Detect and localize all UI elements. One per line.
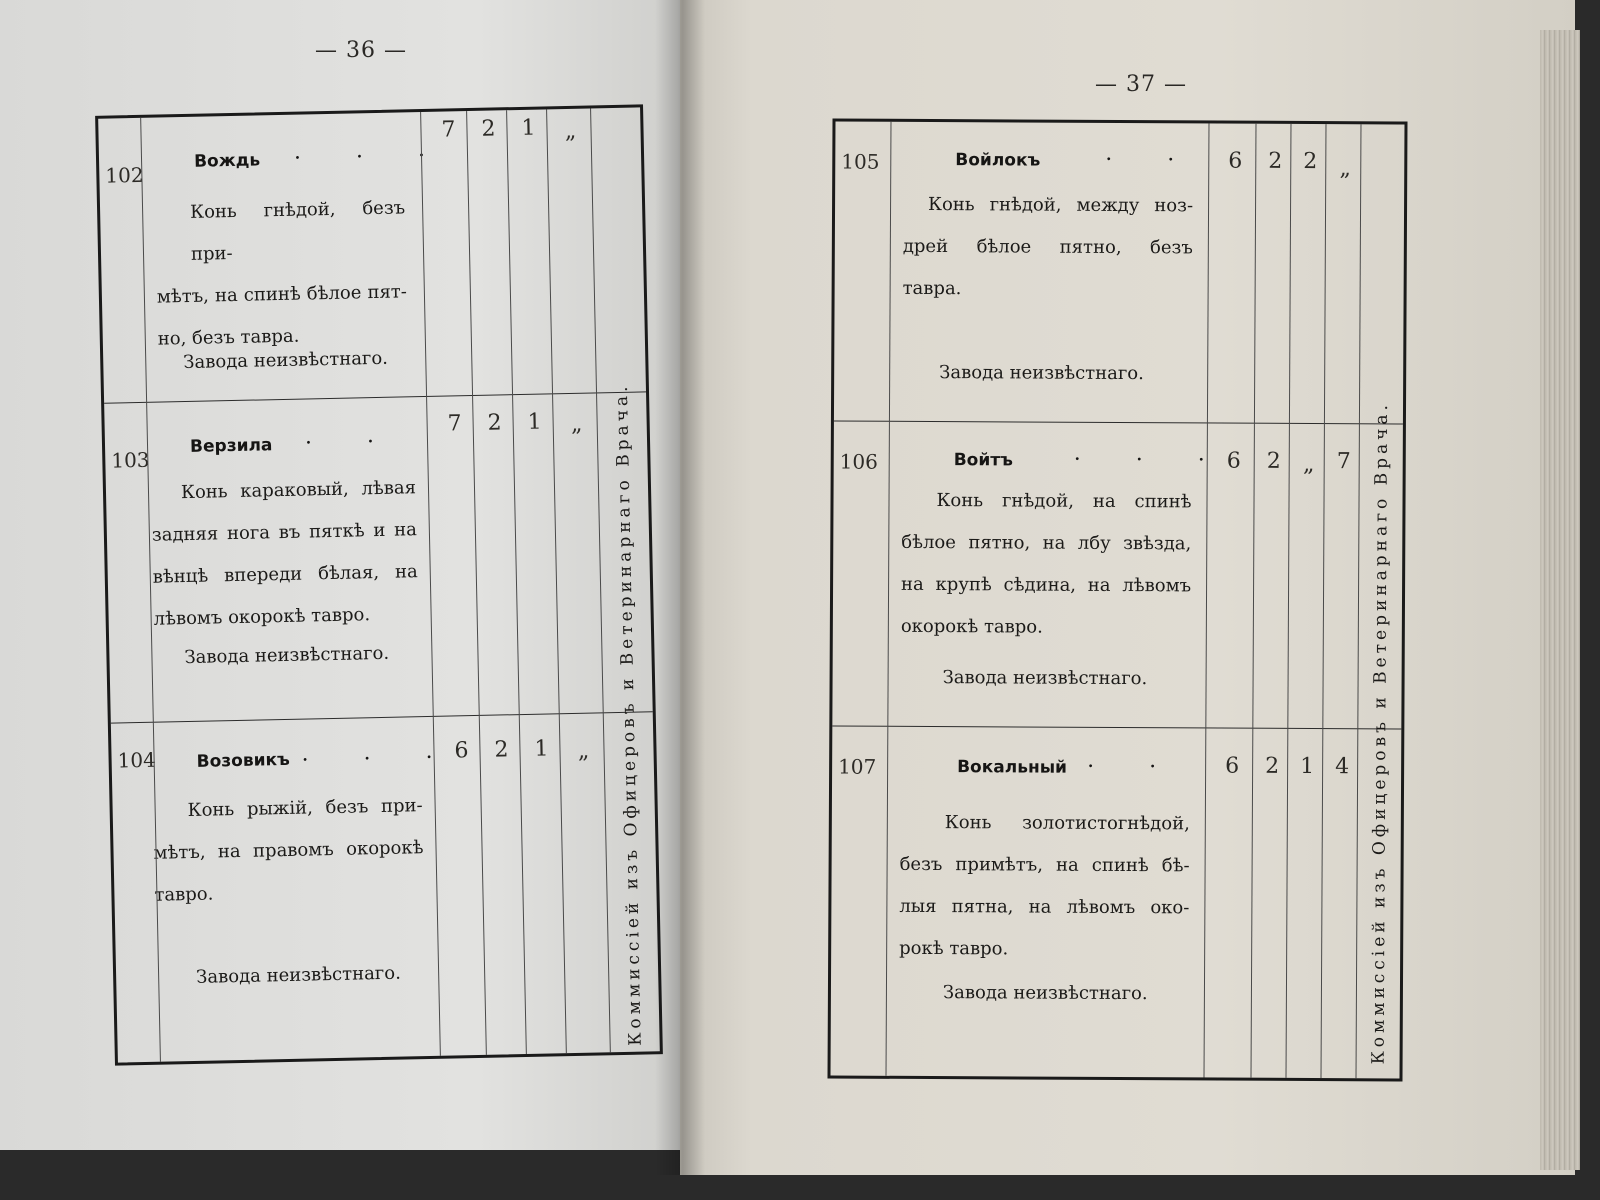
value-col-3: 1: [1300, 753, 1315, 780]
value-col-4: „: [577, 738, 590, 764]
value-col-1: 7: [447, 411, 462, 437]
vertical-commission-label: Коммиссіей изъ Офицеровъ и Ветеринарнаго Врача.: [611, 382, 646, 1046]
horse-description: Конь караковый, лѣвая задняя нога въ пяткѣ и на вѣнцѣ впереди бѣлая, на лѣвомъ окорокѣ тавро.: [151, 477, 418, 630]
stud-farm: Завода неизвѣстнаго.: [184, 642, 390, 669]
value-col-2: 2: [1265, 753, 1280, 779]
horse-name: Войлокъ: [955, 150, 1041, 171]
table-row: [834, 122, 1405, 425]
page-number: — 37 —: [1095, 72, 1187, 97]
entry-number: 104: [117, 747, 157, 773]
table-row: [104, 392, 653, 723]
leader-dots: . .: [304, 422, 399, 450]
stud-farm: Завода неизвѣстнаго.: [939, 362, 1144, 385]
value-col-4: 7: [1336, 449, 1351, 475]
value-col-2: 2: [1268, 148, 1283, 174]
value-col-4: „: [570, 411, 583, 437]
table-row: [98, 107, 646, 403]
value-col-2: 2: [494, 737, 509, 763]
page-edges: [1540, 30, 1580, 1170]
table-row: [832, 422, 1403, 730]
value-col-2: 2: [481, 116, 496, 142]
value-col-1: 6: [454, 738, 469, 764]
entry-number: 103: [111, 447, 150, 473]
value-col-4: „: [1339, 156, 1352, 182]
leader-dots: . .: [1087, 747, 1181, 774]
horse-name: Верзила: [189, 435, 273, 457]
value-col-1: 6: [1228, 148, 1243, 174]
table-row: [111, 712, 660, 1062]
right-page: [680, 0, 1575, 1175]
value-col-4: 4: [1335, 754, 1350, 780]
stud-farm: Завода неизвѣстнаго.: [183, 347, 389, 374]
value-col-1: 6: [1225, 753, 1240, 779]
horse-name: Войтъ: [953, 450, 1013, 471]
leader-dots: . .: [1105, 140, 1199, 167]
value-col-3: 1: [534, 736, 549, 762]
page-number: — 36 —: [315, 38, 407, 63]
horse-registry-table: [95, 104, 663, 1065]
left-page: [0, 0, 680, 1150]
horse-description: Конь гнѣдой, безъ при- мѣтъ, на спинѣ бѣлое пят- но, безъ тавра.: [156, 197, 408, 350]
horse-description: Конь рыжій, безъ при- мѣтъ, на правомъ окорокѣ тавро.: [153, 795, 424, 906]
value-col-3: „: [1302, 451, 1315, 478]
value-col-1: 7: [441, 117, 456, 143]
value-col-2: 2: [487, 410, 502, 436]
leader-dots: . . .: [293, 136, 450, 165]
horse-registry-table: [827, 119, 1407, 1082]
table-row: [831, 727, 1402, 1079]
entry-number: 105: [841, 149, 880, 174]
horse-name: Вокальный: [957, 757, 1068, 778]
stud-farm: Завода неизвѣстнаго.: [195, 962, 402, 988]
stud-farm: Завода неизвѣстнаго.: [942, 982, 1148, 1005]
horse-description: Конь гнѣдой, на спинѣ бѣлое пятно, на лбу звѣзда, на крупѣ сѣдина, на лѣвомъ окорокѣ тавро.: [900, 490, 1192, 638]
leader-dots: . . .: [301, 738, 457, 767]
entry-number: 107: [838, 754, 877, 779]
book-gutter: [655, 0, 705, 1175]
entry-number: 102: [105, 162, 144, 188]
horse-description: Конь гнѣдой, между ноз- дрей бѣлое пятно, безъ тавра.: [902, 194, 1194, 300]
horse-description: Конь золотистогнѣдой, безъ примѣтъ, на спинѣ бѣ- лыя пятна, на лѣвомъ око- рокѣ тавро.: [899, 812, 1190, 960]
leader-dots: . . .: [1073, 440, 1229, 467]
horse-name: Вождь: [193, 150, 261, 172]
value-col-2: 2: [1266, 448, 1281, 474]
stud-farm: Завода неизвѣстнаго.: [942, 667, 1148, 690]
value-col-3: 1: [527, 409, 542, 435]
horse-name: Возовикъ: [196, 749, 291, 772]
value-col-4: „: [564, 118, 577, 145]
vertical-commission-label: Коммиссіей изъ Офицеровъ и Ветеринарнаго Врача.: [1368, 400, 1393, 1065]
value-col-1: 6: [1226, 448, 1241, 474]
entry-number: 106: [839, 449, 878, 474]
value-col-3: 1: [521, 115, 536, 141]
value-col-3: 2: [1303, 148, 1318, 175]
